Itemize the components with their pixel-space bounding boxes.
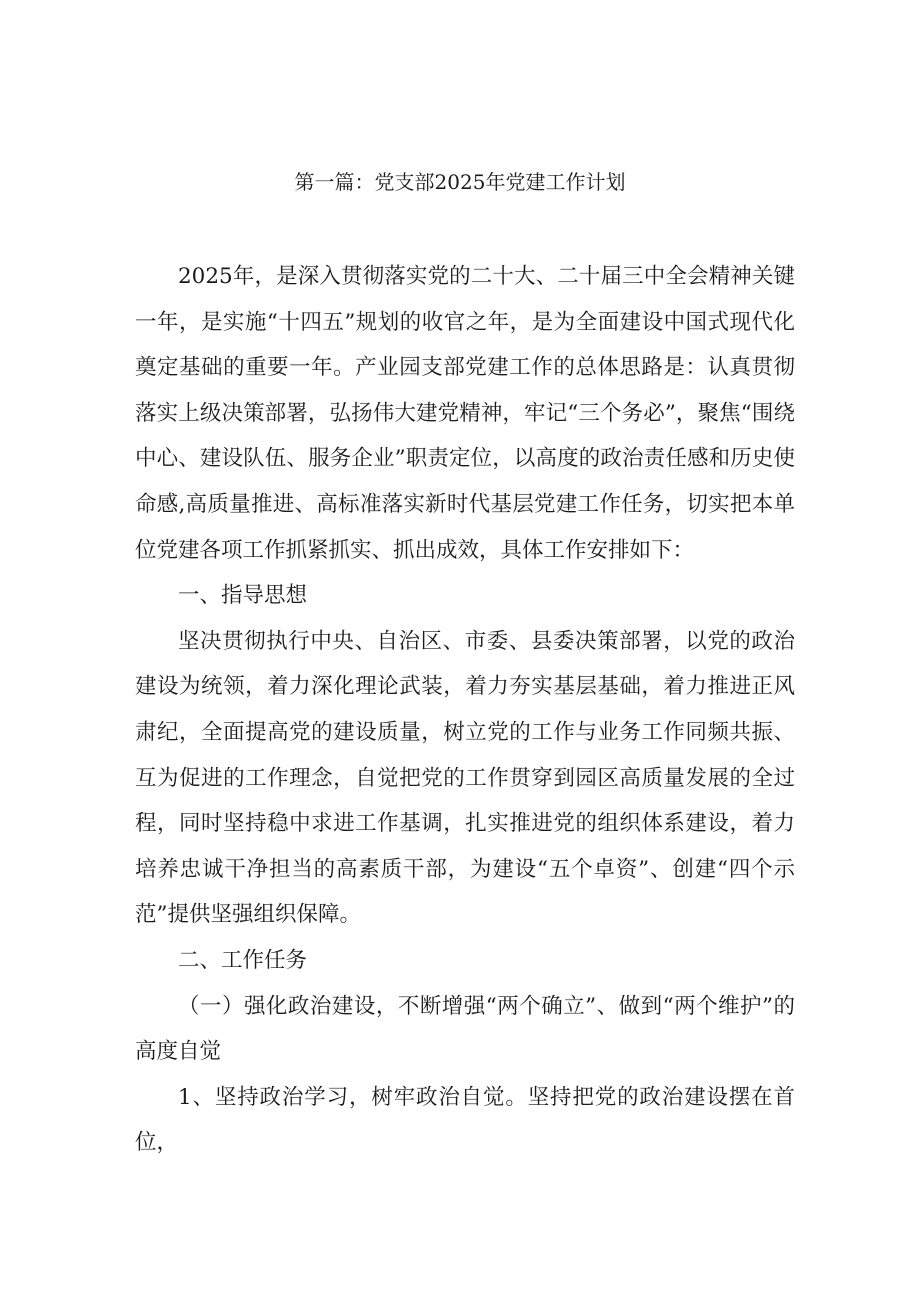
document-title: 第一篇：党支部2025年党建工作计划 bbox=[294, 170, 626, 194]
section-heading-guiding-thought: 一、指导思想 bbox=[178, 583, 308, 609]
guiding-thought-paragraph: 坚决贯彻执行中央、自治区、市委、县委决策部署，以党的政治建设为统领，着力深化理论武装，着力夯实基层基础，着力推进正风肃纪，全面提高党的建设质量，树立党的工作与业务工作同频共振、互为促进的工作理念，自觉把党的工作贯穿到园区高质量发展的全过程，同时坚持稳中求进工作基调，扎实推进党的组织体系建设，着力培养忠诚干净担当的高素质干部，为建设“五个卓资”、创建“四个示范”提供坚强组织保障。 bbox=[135, 628, 795, 928]
item-paragraph-political-study: 1、坚持政治学习，树牢政治自觉。坚持把党的政治建设摆在首位， bbox=[135, 1084, 795, 1156]
document-body bbox=[135, 254, 795, 1166]
section-heading-work-tasks: 二、工作任务 bbox=[178, 947, 308, 973]
subsection-heading-political-building: （一）强化政治建设，不断增强“两个确立”、做到“两个维护”的高度自觉 bbox=[135, 993, 795, 1065]
intro-paragraph: 2025年，是深入贯彻落实党的二十大、二十届三中全会精神关键一年，是实施“十四五”规划的收官之年，是为全面建设中国式现代化奠定基础的重要一年。产业园支部党建工作的总体思路是：认真贯彻落实上级决策部署，弘扬伟大建党精神，牢记“三个务必”，聚焦“围绕中心、建设队伍、服务企业”职责定位，以高度的政治责任感和历史使命感,高质量推进、高标准落实新时代基层党建工作任务，切实把本单位党建各项工作抓紧抓实、抓出成效，具体工作安排如下： bbox=[135, 264, 795, 563]
